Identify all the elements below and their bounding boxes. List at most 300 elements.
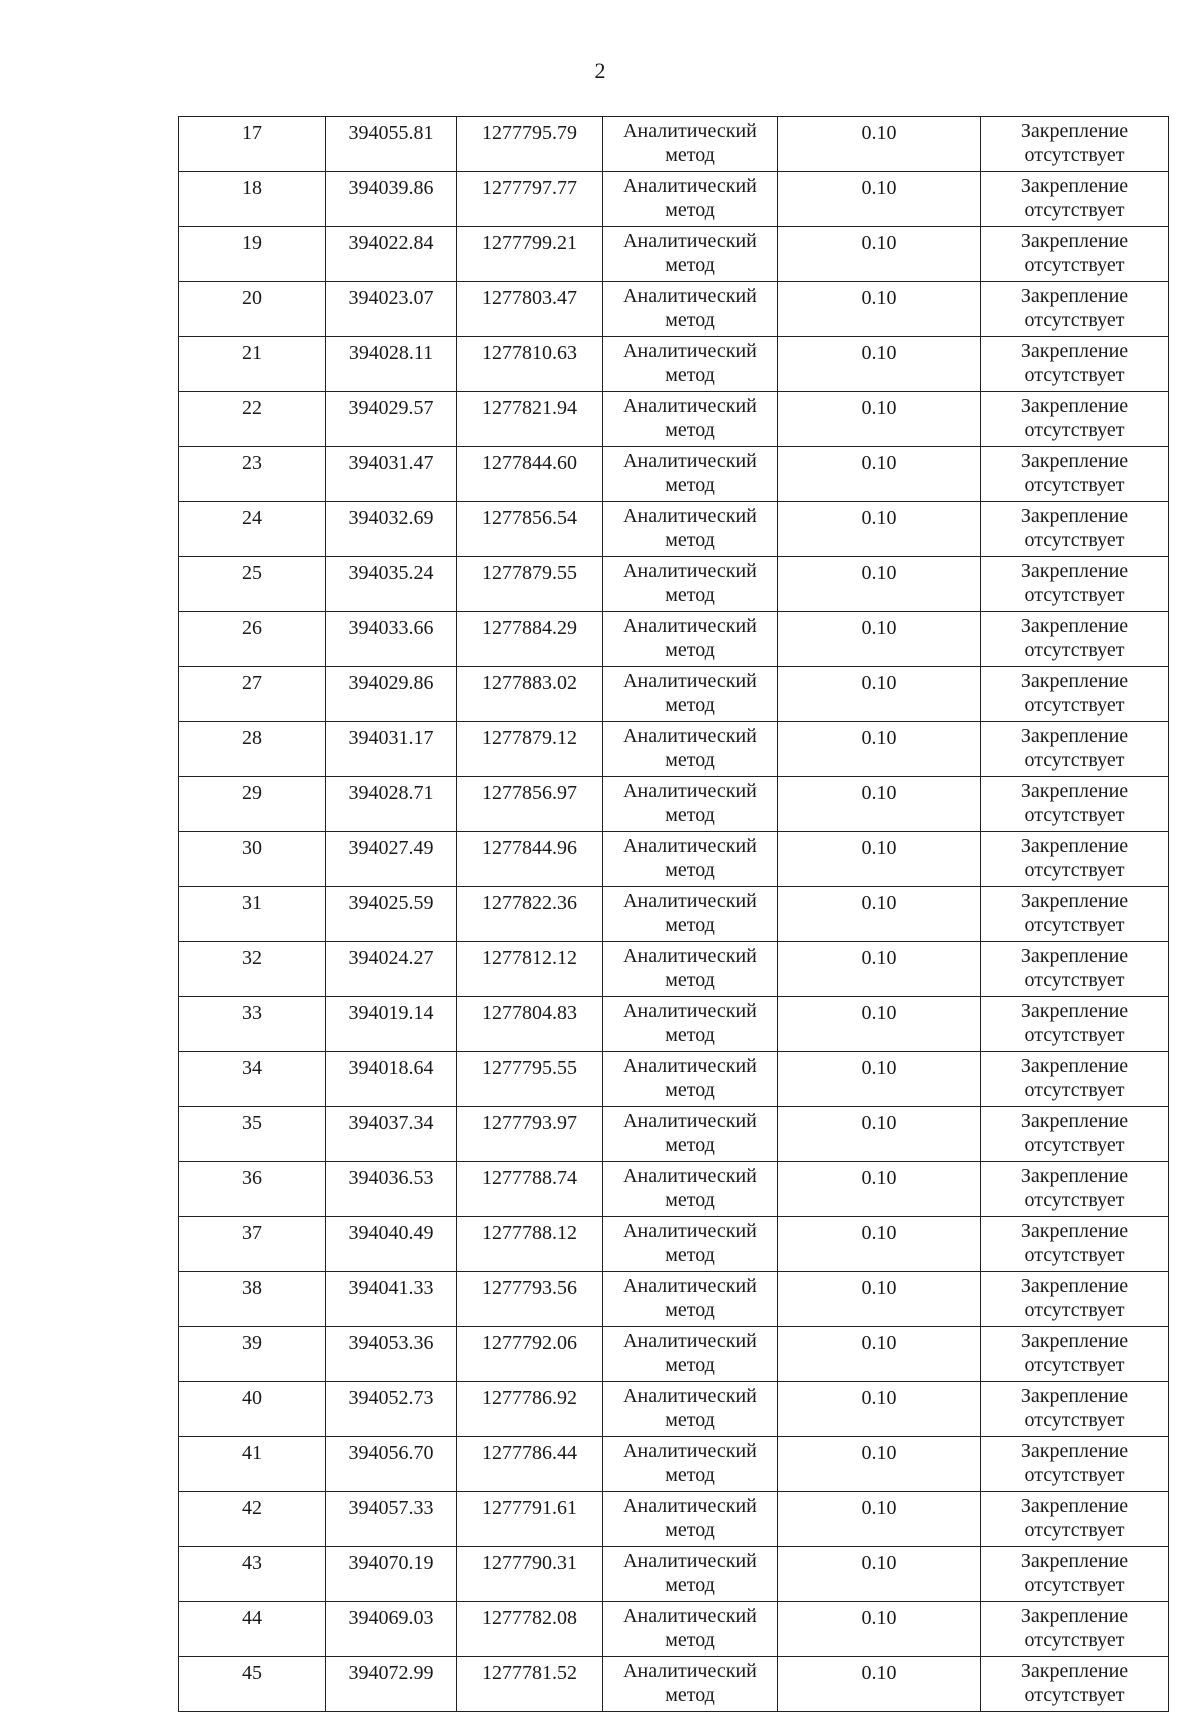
fixing-text: Закрепление (1020, 395, 1129, 417)
x-coordinate-text: 394053.36 (348, 1332, 434, 1354)
x-coordinate-cell (326, 887, 457, 942)
point-number-text: 43 (242, 1552, 262, 1574)
y-coordinate-cell (457, 667, 603, 722)
fixing-cell (981, 1657, 1169, 1712)
precision-text: 0.10 (861, 1277, 897, 1299)
method-text: Аналитический (623, 670, 757, 692)
point-number-text: 39 (242, 1332, 262, 1354)
point-number-text: 26 (242, 617, 262, 639)
y-coordinate-cell (457, 1657, 603, 1712)
method-cell (603, 337, 778, 392)
fixing-text: Закрепление (1020, 505, 1129, 527)
fixing-text: отсутствует (1024, 749, 1125, 771)
x-coordinate-cell (326, 172, 457, 227)
y-coordinate-text: 1277786.44 (482, 1442, 577, 1464)
fixing-cell (981, 502, 1169, 557)
x-coordinate-text: 394022.84 (348, 232, 434, 254)
fixing-text: Закрепление (1020, 450, 1129, 472)
point-number-text: 20 (242, 287, 262, 309)
y-coordinate-text: 1277879.12 (482, 727, 577, 749)
precision-text: 0.10 (861, 672, 897, 694)
method-cell (603, 777, 778, 832)
fixing-text: Закрепление (1020, 285, 1129, 307)
x-coordinate-text: 394027.49 (348, 837, 434, 859)
x-coordinate-text: 394056.70 (348, 1442, 434, 1464)
x-coordinate-text: 394069.03 (348, 1607, 434, 1629)
method-text: метод (665, 859, 715, 881)
point-number-cell (179, 777, 326, 832)
x-coordinate-cell (326, 722, 457, 777)
fixing-cell (981, 1217, 1169, 1272)
precision-text: 0.10 (861, 1442, 897, 1464)
fixing-text: отсутствует (1024, 1299, 1125, 1321)
x-coordinate-cell (326, 997, 457, 1052)
precision-cell (778, 172, 981, 227)
point-number-cell (179, 667, 326, 722)
fixing-text: отсутствует (1024, 1629, 1125, 1651)
fixing-cell (981, 1382, 1169, 1437)
point-number-text: 18 (242, 177, 262, 199)
y-coordinate-text: 1277803.47 (482, 287, 577, 309)
y-coordinate-text: 1277812.12 (482, 947, 577, 969)
table-row (179, 1052, 1169, 1107)
method-text: метод (665, 584, 715, 606)
x-coordinate-cell (326, 1217, 457, 1272)
table-row (179, 447, 1169, 502)
precision-text: 0.10 (861, 892, 897, 914)
precision-cell (778, 1107, 981, 1162)
y-coordinate-text: 1277786.92 (482, 1387, 577, 1409)
table-row (179, 1272, 1169, 1327)
x-coordinate-text: 394029.86 (348, 672, 434, 694)
y-coordinate-text: 1277795.55 (482, 1057, 577, 1079)
y-coordinate-cell (457, 1602, 603, 1657)
point-number-cell (179, 1272, 326, 1327)
y-coordinate-cell (457, 1052, 603, 1107)
method-cell (603, 1217, 778, 1272)
fixing-text: Закрепление (1020, 1495, 1129, 1517)
method-cell (603, 1492, 778, 1547)
method-text: метод (665, 694, 715, 716)
point-number-cell (179, 832, 326, 887)
table-row (179, 1492, 1169, 1547)
point-number-text: 45 (242, 1662, 262, 1684)
fixing-text: отсутствует (1024, 584, 1125, 606)
precision-cell (778, 942, 981, 997)
x-coordinate-text: 394023.07 (348, 287, 434, 309)
method-text: Аналитический (623, 1055, 757, 1077)
fixing-text: Закрепление (1020, 945, 1129, 967)
fixing-text: отсутствует (1024, 529, 1125, 551)
method-cell (603, 282, 778, 337)
y-coordinate-text: 1277795.79 (482, 122, 577, 144)
table-row (179, 392, 1169, 447)
fixing-cell (981, 887, 1169, 942)
y-coordinate-text: 1277844.60 (482, 452, 577, 474)
fixing-cell (981, 1437, 1169, 1492)
table-row (179, 227, 1169, 282)
x-coordinate-cell (326, 1052, 457, 1107)
x-coordinate-cell (326, 1272, 457, 1327)
method-text: Аналитический (623, 450, 757, 472)
point-number-cell (179, 227, 326, 282)
y-coordinate-cell (457, 1327, 603, 1382)
y-coordinate-text: 1277879.55 (482, 562, 577, 584)
point-number-text: 21 (242, 342, 262, 364)
precision-text: 0.10 (861, 232, 897, 254)
method-cell (603, 117, 778, 172)
method-text: метод (665, 1024, 715, 1046)
coordinates-table-body (179, 117, 1169, 1712)
fixing-cell (981, 667, 1169, 722)
method-cell (603, 997, 778, 1052)
table-row (179, 667, 1169, 722)
method-text: метод (665, 1629, 715, 1651)
precision-text: 0.10 (861, 947, 897, 969)
point-number-cell (179, 1107, 326, 1162)
fixing-text: Закрепление (1020, 340, 1129, 362)
method-text: Аналитический (623, 560, 757, 582)
precision-cell (778, 337, 981, 392)
point-number-text: 34 (242, 1057, 262, 1079)
point-number-cell (179, 1327, 326, 1382)
fixing-cell (981, 392, 1169, 447)
table-row (179, 1657, 1169, 1712)
point-number-cell (179, 1217, 326, 1272)
fixing-text: отсутствует (1024, 804, 1125, 826)
method-cell (603, 447, 778, 502)
precision-text: 0.10 (861, 1112, 897, 1134)
y-coordinate-text: 1277884.29 (482, 617, 577, 639)
y-coordinate-cell (457, 447, 603, 502)
y-coordinate-text: 1277804.83 (482, 1002, 577, 1024)
x-coordinate-text: 394055.81 (348, 122, 434, 144)
point-number-cell (179, 997, 326, 1052)
method-text: метод (665, 1464, 715, 1486)
precision-text: 0.10 (861, 342, 897, 364)
y-coordinate-cell (457, 502, 603, 557)
fixing-text: Закрепление (1020, 1550, 1129, 1572)
table-row (179, 612, 1169, 667)
fixing-text: Закрепление (1020, 780, 1129, 802)
y-coordinate-cell (457, 1162, 603, 1217)
method-text: Аналитический (623, 1275, 757, 1297)
x-coordinate-cell (326, 1492, 457, 1547)
x-coordinate-cell (326, 1107, 457, 1162)
x-coordinate-text: 394028.11 (348, 342, 434, 364)
method-text: метод (665, 199, 715, 221)
method-text: метод (665, 309, 715, 331)
table-row (179, 1107, 1169, 1162)
method-cell (603, 1602, 778, 1657)
method-cell (603, 667, 778, 722)
fixing-text: Закрепление (1020, 1330, 1129, 1352)
fixing-text: отсутствует (1024, 1189, 1125, 1211)
fixing-cell (981, 1162, 1169, 1217)
y-coordinate-cell (457, 777, 603, 832)
y-coordinate-cell (457, 1272, 603, 1327)
method-text: метод (665, 419, 715, 441)
fixing-text: отсутствует (1024, 1519, 1125, 1541)
fixing-text: отсутствует (1024, 1079, 1125, 1101)
fixing-text: отсутствует (1024, 639, 1125, 661)
x-coordinate-cell (326, 502, 457, 557)
y-coordinate-text: 1277793.97 (482, 1112, 577, 1134)
fixing-text: Закрепление (1020, 1165, 1129, 1187)
fixing-text: Закрепление (1020, 670, 1129, 692)
fixing-text: отсутствует (1024, 474, 1125, 496)
precision-text: 0.10 (861, 1002, 897, 1024)
point-number-text: 40 (242, 1387, 262, 1409)
y-coordinate-cell (457, 1217, 603, 1272)
fixing-text: отсутствует (1024, 694, 1125, 716)
y-coordinate-cell (457, 1107, 603, 1162)
table-row (179, 337, 1169, 392)
precision-text: 0.10 (861, 287, 897, 309)
x-coordinate-text: 394040.49 (348, 1222, 434, 1244)
x-coordinate-text: 394035.24 (348, 562, 434, 584)
fixing-cell (981, 557, 1169, 612)
y-coordinate-text: 1277781.52 (482, 1662, 577, 1684)
method-text: метод (665, 254, 715, 276)
table-row (179, 1162, 1169, 1217)
x-coordinate-text: 394039.86 (348, 177, 434, 199)
table-row (179, 282, 1169, 337)
precision-cell (778, 1272, 981, 1327)
point-number-text: 38 (242, 1277, 262, 1299)
y-coordinate-cell (457, 1437, 603, 1492)
point-number-cell (179, 1382, 326, 1437)
y-coordinate-cell (457, 1492, 603, 1547)
y-coordinate-text: 1277793.56 (482, 1277, 577, 1299)
table-row (179, 1437, 1169, 1492)
y-coordinate-text: 1277797.77 (482, 177, 577, 199)
method-text: Аналитический (623, 1495, 757, 1517)
method-text: Аналитический (623, 615, 757, 637)
x-coordinate-text: 394029.57 (348, 397, 434, 419)
method-text: Аналитический (623, 890, 757, 912)
method-text: Аналитический (623, 725, 757, 747)
method-text: Аналитический (623, 1220, 757, 1242)
fixing-cell (981, 1107, 1169, 1162)
point-number-text: 24 (242, 507, 262, 529)
x-coordinate-text: 394036.53 (348, 1167, 434, 1189)
x-coordinate-text: 394018.64 (348, 1057, 434, 1079)
method-text: Аналитический (623, 395, 757, 417)
coordinates-table (178, 116, 1169, 1712)
fixing-cell (981, 722, 1169, 777)
y-coordinate-cell (457, 1382, 603, 1437)
y-coordinate-text: 1277791.61 (482, 1497, 577, 1519)
method-text: метод (665, 1079, 715, 1101)
point-number-text: 27 (242, 672, 262, 694)
method-text: Аналитический (623, 285, 757, 307)
precision-text: 0.10 (861, 1332, 897, 1354)
fixing-text: отсутствует (1024, 309, 1125, 331)
fixing-cell (981, 282, 1169, 337)
precision-cell (778, 557, 981, 612)
table-row (179, 832, 1169, 887)
point-number-text: 30 (242, 837, 262, 859)
point-number-text: 22 (242, 397, 262, 419)
method-cell (603, 612, 778, 667)
fixing-cell (981, 1547, 1169, 1602)
precision-cell (778, 722, 981, 777)
x-coordinate-text: 394072.99 (348, 1662, 434, 1684)
precision-cell (778, 1602, 981, 1657)
fixing-cell (981, 1272, 1169, 1327)
method-text: метод (665, 749, 715, 771)
x-coordinate-text: 394037.34 (348, 1112, 434, 1134)
y-coordinate-text: 1277822.36 (482, 892, 577, 914)
precision-text: 0.10 (861, 1607, 897, 1629)
x-coordinate-text: 394028.71 (348, 782, 434, 804)
y-coordinate-cell (457, 117, 603, 172)
table-row (179, 997, 1169, 1052)
point-number-cell (179, 612, 326, 667)
method-cell (603, 887, 778, 942)
point-number-cell (179, 557, 326, 612)
fixing-text: отсутствует (1024, 914, 1125, 936)
y-coordinate-cell (457, 227, 603, 282)
point-number-cell (179, 447, 326, 502)
y-coordinate-cell (457, 1547, 603, 1602)
fixing-text: отсутствует (1024, 1684, 1125, 1706)
point-number-cell (179, 942, 326, 997)
method-text: Аналитический (623, 1165, 757, 1187)
precision-cell (778, 447, 981, 502)
fixing-cell (981, 832, 1169, 887)
method-text: метод (665, 1189, 715, 1211)
method-cell (603, 502, 778, 557)
y-coordinate-text: 1277799.21 (482, 232, 577, 254)
fixing-text: Закрепление (1020, 560, 1129, 582)
fixing-text: отсутствует (1024, 419, 1125, 441)
table-row (179, 1217, 1169, 1272)
precision-text: 0.10 (861, 562, 897, 584)
precision-cell (778, 1382, 981, 1437)
point-number-cell (179, 1492, 326, 1547)
point-number-cell (179, 1162, 326, 1217)
fixing-text: Закрепление (1020, 1000, 1129, 1022)
point-number-cell (179, 502, 326, 557)
x-coordinate-text: 394057.33 (348, 1497, 434, 1519)
table-row (179, 887, 1169, 942)
fixing-text: отсутствует (1024, 144, 1125, 166)
point-number-text: 32 (242, 947, 262, 969)
x-coordinate-cell (326, 1437, 457, 1492)
precision-cell (778, 117, 981, 172)
precision-cell (778, 997, 981, 1052)
precision-cell (778, 1327, 981, 1382)
x-coordinate-cell (326, 1327, 457, 1382)
point-number-text: 33 (242, 1002, 262, 1024)
table-row (179, 502, 1169, 557)
point-number-cell (179, 337, 326, 392)
fixing-text: Закрепление (1020, 1220, 1129, 1242)
table-row (179, 777, 1169, 832)
y-coordinate-text: 1277790.31 (482, 1552, 577, 1574)
fixing-text: Закрепление (1020, 120, 1129, 142)
fixing-cell (981, 1052, 1169, 1107)
table-row (179, 722, 1169, 777)
precision-cell (778, 1547, 981, 1602)
y-coordinate-cell (457, 337, 603, 392)
y-coordinate-cell (457, 172, 603, 227)
method-text: Аналитический (623, 230, 757, 252)
precision-text: 0.10 (861, 727, 897, 749)
method-text: Аналитический (623, 1440, 757, 1462)
point-number-cell (179, 1437, 326, 1492)
fixing-text: Закрепление (1020, 1385, 1129, 1407)
method-text: Аналитический (623, 1110, 757, 1132)
precision-cell (778, 777, 981, 832)
point-number-cell (179, 282, 326, 337)
method-text: метод (665, 1409, 715, 1431)
point-number-cell (179, 172, 326, 227)
table-row (179, 1602, 1169, 1657)
table-row (179, 1327, 1169, 1382)
x-coordinate-cell (326, 1602, 457, 1657)
method-text: Аналитический (623, 120, 757, 142)
y-coordinate-text: 1277821.94 (482, 397, 577, 419)
method-text: Аналитический (623, 835, 757, 857)
x-coordinate-cell (326, 942, 457, 997)
y-coordinate-text: 1277844.96 (482, 837, 577, 859)
fixing-text: Закрепление (1020, 1440, 1129, 1462)
fixing-text: отсутствует (1024, 254, 1125, 276)
method-text: Аналитический (623, 175, 757, 197)
y-coordinate-cell (457, 887, 603, 942)
fixing-cell (981, 1327, 1169, 1382)
x-coordinate-cell (326, 227, 457, 282)
x-coordinate-text: 394031.17 (348, 727, 434, 749)
x-coordinate-text: 394019.14 (348, 1002, 434, 1024)
precision-text: 0.10 (861, 617, 897, 639)
method-cell (603, 1657, 778, 1712)
fixing-text: Закрепление (1020, 175, 1129, 197)
method-text: Аналитический (623, 1605, 757, 1627)
method-cell (603, 557, 778, 612)
x-coordinate-cell (326, 777, 457, 832)
fixing-text: Закрепление (1020, 890, 1129, 912)
fixing-cell (981, 337, 1169, 392)
fixing-cell (981, 172, 1169, 227)
fixing-text: отсутствует (1024, 1024, 1125, 1046)
fixing-text: Закрепление (1020, 835, 1129, 857)
fixing-text: отсутствует (1024, 1244, 1125, 1266)
fixing-text: отсутствует (1024, 859, 1125, 881)
x-coordinate-cell (326, 667, 457, 722)
point-number-cell (179, 1052, 326, 1107)
precision-cell (778, 392, 981, 447)
point-number-cell (179, 1657, 326, 1712)
x-coordinate-text: 394052.73 (348, 1387, 434, 1409)
precision-cell (778, 1492, 981, 1547)
table-row (179, 172, 1169, 227)
method-cell (603, 1272, 778, 1327)
point-number-cell (179, 1547, 326, 1602)
point-number-cell (179, 1602, 326, 1657)
fixing-cell (981, 612, 1169, 667)
precision-text: 0.10 (861, 1387, 897, 1409)
fixing-text: Закрепление (1020, 230, 1129, 252)
precision-cell (778, 1437, 981, 1492)
point-number-text: 44 (242, 1607, 262, 1629)
point-number-cell (179, 117, 326, 172)
y-coordinate-text: 1277792.06 (482, 1332, 577, 1354)
precision-cell (778, 1217, 981, 1272)
